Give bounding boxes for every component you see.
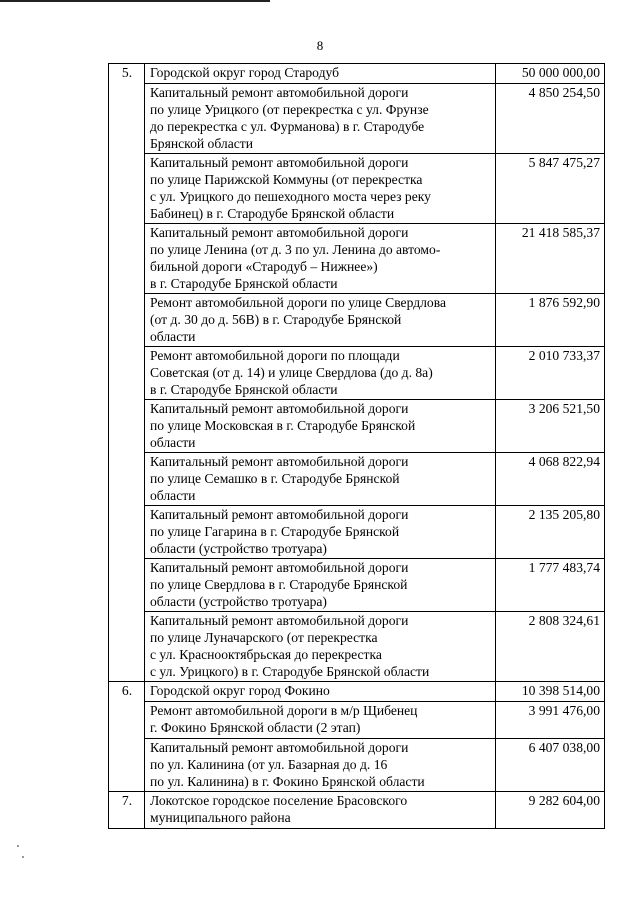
amount-cell: 21 418 585,37 [496, 224, 605, 294]
table-row [109, 400, 605, 453]
item-name-cell [145, 294, 496, 347]
item-name-line: Ремонт автомобильной дороги по площади [150, 348, 400, 363]
amount-cell: 4 850 254,50 [496, 84, 605, 154]
table-row [109, 84, 605, 154]
item-name-line: по улице Ленина (от д. 3 по ул. Ленина до автомо- [150, 242, 441, 257]
item-name-line: по улице Семашко в г. Стародубе Брянской [150, 471, 400, 486]
item-name-line: Капитальный ремонт автомобильной дороги [150, 225, 409, 240]
table-row [109, 453, 605, 506]
item-name-line: бильной дороги «Стародуб – Нижнее») [150, 259, 378, 274]
row-number-cell [109, 347, 145, 400]
amount-cell: 4 068 822,94 [496, 453, 605, 506]
table-row [109, 559, 605, 612]
item-name-line: Капитальный ремонт автомобильной дороги [150, 507, 409, 522]
item-name-line: с ул. Урицкого до пешеходного моста через реку [150, 189, 431, 204]
item-name-cell [145, 400, 496, 453]
amount-cell: 5 847 475,27 [496, 154, 605, 224]
amount-cell: 2 010 733,37 [496, 347, 605, 400]
item-name-cell [145, 612, 496, 682]
item-name-cell [145, 559, 496, 612]
item-name-cell [145, 453, 496, 506]
item-name-line: Ремонт автомобильной дороги в м/р Щибенец [150, 703, 418, 718]
row-number-cell [109, 84, 145, 154]
amount-cell: 6 407 038,00 [496, 739, 605, 792]
item-name-line: с ул. Краснооктябрьская до перекрестка [150, 647, 382, 662]
row-number-cell [109, 506, 145, 559]
amount-cell: 3 206 521,50 [496, 400, 605, 453]
table-row [109, 347, 605, 400]
row-number-cell [109, 453, 145, 506]
row-number-cell [109, 400, 145, 453]
item-name-line: Брянской области [150, 136, 253, 151]
amount-cell: 2 135 205,80 [496, 506, 605, 559]
item-name-line: Бабинец) в г. Стародубе Брянской области [150, 206, 395, 221]
item-name-line: по улице Урицкого (от перекрестка с ул. Фрунзе [150, 102, 429, 117]
row-number-cell [109, 294, 145, 347]
row-number-cell: 6. [109, 682, 145, 702]
item-name-cell [145, 84, 496, 154]
item-name-cell [145, 682, 496, 702]
item-name-cell [145, 224, 496, 294]
amount-cell: 2 808 324,61 [496, 612, 605, 682]
item-name-line: по улице Гагарина в г. Стародубе Брянской [150, 524, 400, 539]
item-name-line: по улице Свердлова в г. Стародубе Брянской [150, 577, 408, 592]
amount-cell: 9 282 604,00 [496, 792, 605, 829]
item-name-cell [145, 154, 496, 224]
road-repair-table [108, 63, 605, 829]
table-row [109, 682, 605, 702]
item-name-line: по ул. Калинина) в г. Фокино Брянской области [150, 774, 425, 789]
table-row [109, 612, 605, 682]
table-row [109, 224, 605, 294]
item-name-line: г. Фокино Брянской области (2 этап) [150, 720, 361, 735]
item-name-line: Городской округ город Фокино [150, 683, 330, 698]
scan-speck [17, 845, 19, 847]
item-name-line: до перекрестка с ул. Фурманова) в г. Стародубе [150, 119, 425, 134]
top-rule [0, 0, 270, 2]
item-name-line: Капитальный ремонт автомобильной дороги [150, 85, 409, 100]
item-name-cell [145, 506, 496, 559]
row-number-cell [109, 612, 145, 682]
item-name-line: (от д. 30 до д. 56В) в г. Стародубе Брянской [150, 312, 402, 327]
item-name-line: области (устройство тротуара) [150, 541, 327, 556]
scan-speck [22, 856, 24, 858]
item-name-line: Локотское городское поселение Брасовского [150, 793, 408, 808]
row-number-cell: 5. [109, 64, 145, 84]
row-number-cell [109, 559, 145, 612]
item-name-line: области [150, 329, 196, 344]
item-name-line: в г. Стародубе Брянской области [150, 276, 338, 291]
table-row [109, 792, 605, 829]
amount-cell: 10 398 514,00 [496, 682, 605, 702]
item-name-line: Капитальный ремонт автомобильной дороги [150, 155, 409, 170]
amount-cell: 1 777 483,74 [496, 559, 605, 612]
amount-cell: 3 991 476,00 [496, 702, 605, 739]
item-name-cell [145, 64, 496, 84]
amount-cell: 1 876 592,90 [496, 294, 605, 347]
table-row [109, 506, 605, 559]
item-name-cell [145, 702, 496, 739]
item-name-line: в г. Стародубе Брянской области [150, 382, 338, 397]
item-name-line: Ремонт автомобильной дороги по улице Свердлова [150, 295, 446, 310]
item-name-line: Капитальный ремонт автомобильной дороги [150, 454, 409, 469]
item-name-line: Капитальный ремонт автомобильной дороги [150, 740, 409, 755]
row-number-cell [109, 702, 145, 739]
item-name-line: муниципального района [150, 810, 291, 825]
item-name-line: области (устройство тротуара) [150, 594, 327, 609]
item-name-line: по улице Парижской Коммуны (от перекрестка [150, 172, 423, 187]
table-row [109, 702, 605, 739]
amount-cell: 50 000 000,00 [496, 64, 605, 84]
item-name-line: области [150, 488, 196, 503]
item-name-line: Капитальный ремонт автомобильной дороги [150, 401, 409, 416]
row-number-cell: 7. [109, 792, 145, 829]
item-name-cell [145, 347, 496, 400]
item-name-line: Городской округ город Стародуб [150, 65, 340, 80]
item-name-line: по улице Луначарского (от перекрестка [150, 630, 378, 645]
item-name-line: Капитальный ремонт автомобильной дороги [150, 560, 409, 575]
item-name-cell [145, 792, 496, 829]
item-name-line: Капитальный ремонт автомобильной дороги [150, 613, 409, 628]
item-name-line: области [150, 435, 196, 450]
table-body [109, 64, 605, 829]
page-number: 8 [316, 38, 324, 53]
item-name-cell [145, 739, 496, 792]
item-name-line: по улице Московская в г. Стародубе Брянской [150, 418, 416, 433]
row-number-cell [109, 224, 145, 294]
row-number-cell [109, 739, 145, 792]
table-row [109, 739, 605, 792]
item-name-line: Советская (от д. 14) и улице Свердлова (до д. 8а) [150, 365, 433, 380]
item-name-line: с ул. Урицкого) в г. Стародубе Брянской области [150, 664, 430, 679]
item-name-line: по ул. Калинина (от ул. Базарная до д. 16 [150, 757, 388, 772]
table-row [109, 64, 605, 84]
row-number-cell [109, 154, 145, 224]
table-row [109, 154, 605, 224]
table-row [109, 294, 605, 347]
